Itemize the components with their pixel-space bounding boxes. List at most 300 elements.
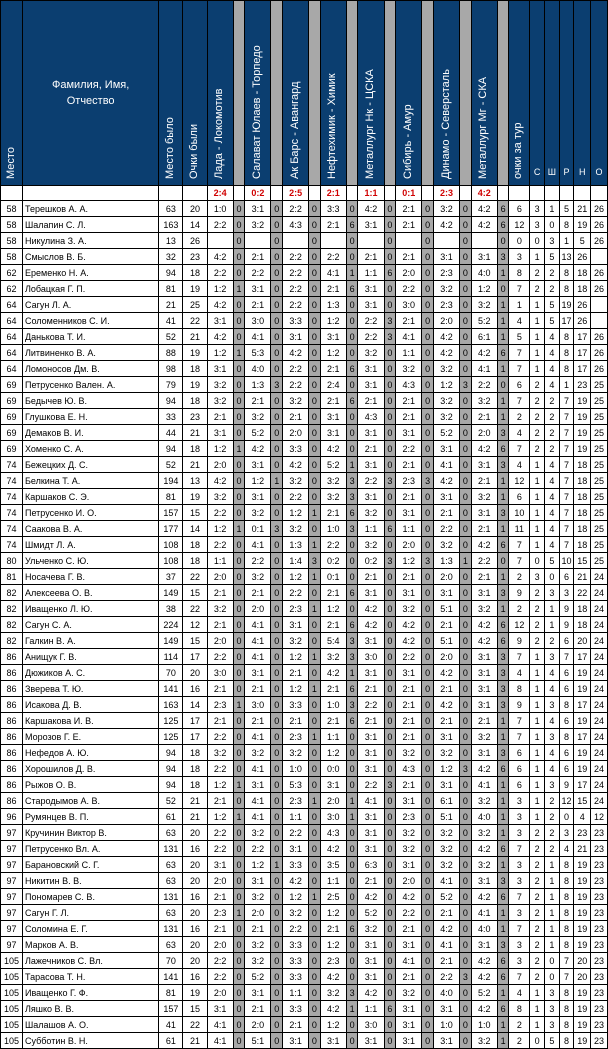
prediction-cell: [358, 233, 384, 249]
points-were-cell: 20: [183, 201, 207, 217]
match-points-cell: 0: [422, 665, 434, 681]
prediction-cell: 3:1: [433, 1033, 459, 1049]
prediction-cell: 2:5: [320, 889, 346, 905]
match-points-cell: 1: [346, 793, 358, 809]
prediction-cell: 2:2: [282, 585, 308, 601]
match-points-cell: 0: [271, 265, 283, 281]
match-points-cell: 0: [271, 457, 283, 473]
match-points-cell: 6: [346, 713, 358, 729]
match-points-cell: 6: [346, 585, 358, 601]
stat-cell: 0: [545, 569, 560, 585]
match-points-cell: 0: [460, 937, 472, 953]
points-were-cell: 15: [183, 505, 207, 521]
match-points-cell: 0: [384, 681, 396, 697]
table-body: [1, 201, 608, 1049]
stat-cell: 4: [574, 809, 591, 825]
match-points-cell: 1: [497, 1033, 509, 1049]
match-points-cell: 0: [233, 265, 245, 281]
prediction-cell: 4:2: [207, 329, 233, 345]
prediction-cell: 2:2: [207, 265, 233, 281]
prediction-cell: 3:2: [282, 745, 308, 761]
stat-cell: [591, 249, 608, 265]
match-points-cell: 0: [233, 745, 245, 761]
place-was-header: Место было: [159, 1, 183, 186]
prediction-cell: 2:1: [471, 569, 497, 585]
prediction-cell: 2:1: [245, 297, 271, 313]
match-points-cell: 0: [384, 601, 396, 617]
name-cell: Шмидт Л. А.: [23, 537, 159, 553]
prediction-cell: 3:1: [320, 1033, 346, 1049]
prediction-cell: 4:1: [245, 649, 271, 665]
stat-cell: 4: [545, 521, 560, 537]
match-points-cell: 0: [309, 873, 321, 889]
place-was-cell: 149: [159, 633, 183, 649]
match-points-cell: 0: [309, 361, 321, 377]
match-points-cell: 0: [271, 809, 283, 825]
prediction-cell: 3:1: [471, 585, 497, 601]
stat-cell: 26: [591, 201, 608, 217]
match-points-cell: 1: [497, 313, 509, 329]
prediction-cell: 3:2: [320, 649, 346, 665]
match-points-cell: 0: [271, 1033, 283, 1049]
name-cell: Соломенников С. И.: [23, 313, 159, 329]
match-points-cell: 3: [497, 697, 509, 713]
stat-cell: 25: [591, 377, 608, 393]
place-cell: 74: [1, 537, 23, 553]
match-points-cell: 0: [346, 953, 358, 969]
stat-cell: 19: [574, 425, 591, 441]
stat-cell: 25: [591, 441, 608, 457]
match-points-cell: 0: [271, 345, 283, 361]
points-were-cell: 20: [183, 665, 207, 681]
match-points-cell: 6: [346, 617, 358, 633]
table-row: [1, 553, 608, 569]
prediction-cell: 2:0: [320, 793, 346, 809]
tour-points-cell: 8: [509, 1001, 530, 1017]
points-were-header: Очки были: [183, 1, 207, 186]
stat-cell: 1: [530, 761, 545, 777]
stat-cell: 4: [545, 361, 560, 377]
prediction-cell: 4:2: [396, 889, 422, 905]
prediction-cell: 3:1: [358, 633, 384, 649]
prediction-cell: 2:2: [282, 249, 308, 265]
prediction-cell: 3:1: [396, 1001, 422, 1017]
match-points-cell: 0: [460, 889, 472, 905]
prediction-cell: 3:1: [358, 841, 384, 857]
match-points-cell: 6: [346, 217, 358, 233]
prediction-cell: 3:1: [471, 873, 497, 889]
table-row: [1, 457, 608, 473]
place-cell: 58: [1, 201, 23, 217]
prediction-cell: 1:0: [282, 761, 308, 777]
prediction-cell: 2:2: [433, 521, 459, 537]
stat-cell: 17: [574, 697, 591, 713]
stat-cell: 24: [591, 649, 608, 665]
prediction-cell: 2:1: [282, 713, 308, 729]
prediction-cell: 4:0: [471, 265, 497, 281]
match-points-cell: 0: [384, 217, 396, 233]
match-points-cell: 0: [309, 633, 321, 649]
match-points-cell: 0: [384, 665, 396, 681]
stat-cell: 20: [574, 953, 591, 969]
match-points-cell: 0: [271, 361, 283, 377]
table-row: [1, 953, 608, 969]
prediction-cell: 3:2: [245, 505, 271, 521]
points-were-cell: 21: [183, 793, 207, 809]
table-row: [1, 249, 608, 265]
match-points-cell: 0: [346, 553, 358, 569]
prediction-cell: 2:1: [433, 713, 459, 729]
stat-cell: 6: [559, 761, 574, 777]
prediction-cell: 5:2: [320, 457, 346, 473]
prediction-cell: 2:2: [471, 377, 497, 393]
match-points-cell: 0: [422, 233, 434, 249]
prediction-cell: 5:2: [358, 905, 384, 921]
prediction-cell: 3:1: [471, 649, 497, 665]
match-points-cell: 0: [346, 873, 358, 889]
prediction-cell: 4:2: [433, 697, 459, 713]
place-was-cell: 177: [159, 521, 183, 537]
match-points-cell: 0: [460, 681, 472, 697]
stat-cell: 1: [545, 601, 560, 617]
prediction-cell: 3:1: [396, 857, 422, 873]
match-header-2: Салават Юлаев - Торпедо: [245, 1, 271, 186]
prediction-cell: 3:2: [207, 393, 233, 409]
prediction-cell: 1:4: [282, 553, 308, 569]
place-cell: 74: [1, 505, 23, 521]
prediction-cell: 3:3: [282, 969, 308, 985]
r-header: Р: [559, 1, 574, 186]
place-was-cell: 108: [159, 537, 183, 553]
stat-cell: 25: [591, 537, 608, 553]
match-points-cell: 0: [309, 697, 321, 713]
stat-cell: 24: [591, 713, 608, 729]
stat-cell: 18: [574, 489, 591, 505]
prediction-cell: 3:2: [433, 393, 459, 409]
prediction-cell: 3:1: [396, 585, 422, 601]
match-points-cell: 0: [384, 249, 396, 265]
match-points-cell: 0: [422, 953, 434, 969]
stat-cell: 2: [530, 969, 545, 985]
prediction-cell: 3:2: [320, 489, 346, 505]
tour-points-cell: 7: [509, 841, 530, 857]
stat-cell: 7: [559, 969, 574, 985]
tour-points-header: очки за тур: [509, 1, 530, 186]
points-were-cell: 21: [183, 457, 207, 473]
prediction-cell: 3:2: [282, 905, 308, 921]
prediction-cell: 3:2: [433, 841, 459, 857]
stat-cell: 2: [530, 441, 545, 457]
prediction-cell: 4:0: [471, 921, 497, 937]
prediction-cell: 2:1: [358, 569, 384, 585]
tour-points-cell: 7: [509, 713, 530, 729]
prediction-cell: [320, 233, 346, 249]
table-row: [1, 937, 608, 953]
stat-cell: 23: [591, 873, 608, 889]
match-points-cell: 0: [422, 521, 434, 537]
prediction-cell: 3:1: [471, 457, 497, 473]
match-points-cell: 0: [309, 473, 321, 489]
stat-cell: 2: [545, 841, 560, 857]
match-points-cell: 3: [460, 969, 472, 985]
prediction-cell: 1:2: [207, 521, 233, 537]
name-cell: Шалапин С. Л.: [23, 217, 159, 233]
stat-cell: 2: [530, 617, 545, 633]
stat-cell: 18: [574, 505, 591, 521]
prediction-cell: 3:5: [320, 857, 346, 873]
match-points-cell: 0: [460, 1017, 472, 1033]
match-points-cell: 0: [233, 489, 245, 505]
match-points-cell: 0: [422, 329, 434, 345]
table-row: [1, 393, 608, 409]
match-points-cell: 1: [497, 713, 509, 729]
stat-cell: 1: [530, 985, 545, 1001]
stat-cell: 18: [574, 521, 591, 537]
prediction-cell: 3:1: [358, 809, 384, 825]
prediction-cell: 3:1: [471, 745, 497, 761]
prediction-cell: 3:1: [358, 825, 384, 841]
stat-cell: 1: [530, 777, 545, 793]
match-points-cell: 0: [422, 873, 434, 889]
stat-cell: 2: [530, 601, 545, 617]
stat-cell: 17: [574, 729, 591, 745]
prediction-cell: 4:3: [282, 217, 308, 233]
match-points-cell: 1: [497, 329, 509, 345]
prediction-cell: 2:2: [207, 505, 233, 521]
place-cell: 58: [1, 233, 23, 249]
match-points-cell: 1: [233, 281, 245, 297]
prediction-cell: 2:1: [396, 777, 422, 793]
stat-cell: 1: [545, 889, 560, 905]
stat-cell: 17: [574, 345, 591, 361]
table-row: [1, 873, 608, 889]
stat-cell: 19: [574, 745, 591, 761]
match-points-cell: 0: [422, 777, 434, 793]
match-points-cell: 0: [422, 585, 434, 601]
table-row: [1, 681, 608, 697]
prediction-cell: 3:1: [433, 729, 459, 745]
name-cell: Алексеева О. В.: [23, 585, 159, 601]
prediction-cell: 3:1: [358, 761, 384, 777]
prediction-cell: 2:0: [282, 425, 308, 441]
match-points-cell: 0: [233, 969, 245, 985]
match-points-cell: 0: [422, 313, 434, 329]
stat-cell: 5: [545, 297, 560, 313]
stat-cell: 19: [574, 761, 591, 777]
match-points-cell: 0: [233, 1001, 245, 1017]
place-was-cell: 94: [159, 777, 183, 793]
place-cell: 82: [1, 601, 23, 617]
stat-cell: 26: [591, 345, 608, 361]
prediction-cell: 4:1: [245, 793, 271, 809]
table-row: [1, 329, 608, 345]
stat-cell: 19: [574, 681, 591, 697]
name-cell: Румянцев В. П.: [23, 809, 159, 825]
points-were-cell: 18: [183, 777, 207, 793]
points-were-cell: 22: [183, 1017, 207, 1033]
prediction-cell: 2:2: [282, 281, 308, 297]
name-cell: Субботин В. Н.: [23, 1033, 159, 1049]
header-row: [1, 1, 608, 186]
tour-points-cell: 1: [509, 297, 530, 313]
name-cell: Смыслов В. Б.: [23, 249, 159, 265]
prediction-cell: [433, 233, 459, 249]
match-points-cell: 0: [233, 729, 245, 745]
prediction-cell: 4:2: [471, 201, 497, 217]
tour-points-cell: 10: [509, 505, 530, 521]
place-cell: 64: [1, 361, 23, 377]
prediction-cell: 3:2: [282, 473, 308, 489]
prediction-cell: 3:3: [282, 313, 308, 329]
stat-cell: 8: [559, 265, 574, 281]
stat-cell: 5: [545, 313, 560, 329]
match-points-cell: 0: [309, 345, 321, 361]
match-points-cell: 0: [422, 809, 434, 825]
tour-points-cell: 11: [509, 521, 530, 537]
prediction-cell: 4:2: [320, 665, 346, 681]
prediction-cell: 3:3: [282, 1001, 308, 1017]
prediction-cell: 2:2: [207, 761, 233, 777]
stat-cell: 4: [545, 745, 560, 761]
match-points-cell: 6: [497, 841, 509, 857]
name-cell: Нефедов А. Ю.: [23, 745, 159, 761]
table-row: [1, 377, 608, 393]
match-points-cell: 0: [460, 873, 472, 889]
stat-cell: 23: [591, 889, 608, 905]
prediction-cell: 4:1: [245, 329, 271, 345]
match-points-cell: 0: [233, 377, 245, 393]
stat-cell: 7: [559, 473, 574, 489]
stat-cell: 1: [530, 697, 545, 713]
match-points-cell: 1: [233, 521, 245, 537]
prediction-cell: 2:0: [207, 873, 233, 889]
match-points-cell: 0: [422, 937, 434, 953]
match-points-cell: 0: [384, 393, 396, 409]
prediction-cell: 3:2: [207, 745, 233, 761]
prediction-cell: 4:2: [207, 473, 233, 489]
name-cell: Литвиненко В. А.: [23, 345, 159, 361]
match-points-cell: 3: [346, 985, 358, 1001]
prediction-cell: 4:0: [471, 809, 497, 825]
stat-cell: 25: [591, 425, 608, 441]
prediction-cell: 4:2: [282, 457, 308, 473]
match-points-cell: 0: [422, 697, 434, 713]
stat-cell: 8: [559, 1033, 574, 1049]
match-points-cell: 0: [384, 873, 396, 889]
match-points-cell: 0: [384, 409, 396, 425]
match-points-cell: 1: [271, 473, 283, 489]
tour-points-cell: 3: [509, 905, 530, 921]
match-points-cell: 0: [384, 745, 396, 761]
prediction-cell: 2:2: [358, 313, 384, 329]
name-cell: Дюжиков А. С.: [23, 665, 159, 681]
prediction-cell: 4:2: [358, 889, 384, 905]
tour-points-cell: 9: [509, 585, 530, 601]
prediction-cell: 0:1: [320, 569, 346, 585]
stat-cell: 8: [559, 857, 574, 873]
place-was-cell: 94: [159, 745, 183, 761]
stat-cell: 8: [559, 889, 574, 905]
match-points-cell: 1: [497, 297, 509, 313]
stat-cell: 1: [530, 1001, 545, 1017]
stat-cell: 23: [591, 841, 608, 857]
place-cell: 58: [1, 217, 23, 233]
prediction-cell: 3:1: [433, 1001, 459, 1017]
match-points-cell: 0: [346, 537, 358, 553]
match-points-cell: 3: [497, 457, 509, 473]
prediction-cell: 3:1: [358, 281, 384, 297]
prediction-cell: 6:1: [471, 329, 497, 345]
match-points-cell: 1: [346, 809, 358, 825]
table-row: [1, 569, 608, 585]
prediction-cell: 3:1: [358, 665, 384, 681]
match-points-cell: 0: [460, 265, 472, 281]
match-points-cell: 0: [271, 793, 283, 809]
match-points-cell: 0: [271, 825, 283, 841]
prediction-cell: 2:0: [396, 873, 422, 889]
points-were-cell: 22: [183, 569, 207, 585]
match-points-cell: 0: [422, 1033, 434, 1049]
prediction-cell: 2:2: [358, 473, 384, 489]
place-was-cell: 108: [159, 553, 183, 569]
prediction-cell: 3:0: [358, 649, 384, 665]
match-points-cell: 0: [460, 921, 472, 937]
stat-cell: 2: [530, 409, 545, 425]
prediction-cell: 3:2: [396, 361, 422, 377]
stat-cell: 19: [574, 921, 591, 937]
place-cell: 74: [1, 521, 23, 537]
stat-cell: 1: [530, 345, 545, 361]
stat-cell: 5: [545, 1033, 560, 1049]
tour-points-cell: 2: [509, 1033, 530, 1049]
place-cell: 69: [1, 441, 23, 457]
match-points-cell: 1: [309, 569, 321, 585]
tour-points-cell: 2: [509, 569, 530, 585]
match-points-cell: 0: [384, 969, 396, 985]
name-cell: Глушкова Е. Н.: [23, 409, 159, 425]
name-cell: Петрусенко Вален. А.: [23, 377, 159, 393]
prediction-cell: 5:1: [245, 1033, 271, 1049]
stat-cell: 17: [574, 649, 591, 665]
stat-cell: 2: [545, 265, 560, 281]
stat-cell: 4: [559, 841, 574, 857]
prediction-cell: 2:1: [396, 409, 422, 425]
match-points-cell: 6: [497, 441, 509, 457]
tour-points-cell: 7: [509, 345, 530, 361]
stat-cell: 23: [574, 825, 591, 841]
prediction-cell: 4:1: [433, 457, 459, 473]
prediction-cell: 4:2: [471, 969, 497, 985]
prediction-cell: 1:2: [207, 809, 233, 825]
match-points-cell: 0: [233, 793, 245, 809]
table-row: [1, 1033, 608, 1049]
stat-cell: 15: [574, 553, 591, 569]
stat-cell: 23: [591, 825, 608, 841]
match-points-cell: 0: [460, 793, 472, 809]
tour-points-cell: 3: [509, 825, 530, 841]
prediction-cell: 1:2: [320, 1017, 346, 1033]
stat-cell: 2: [530, 857, 545, 873]
match-points-cell: 0: [422, 969, 434, 985]
stat-cell: 19: [574, 889, 591, 905]
match-header-1: Лада - Локомотив: [207, 1, 233, 186]
match-points-cell: 0: [460, 217, 472, 233]
match-points-cell: 0: [346, 409, 358, 425]
prediction-cell: 3:2: [471, 825, 497, 841]
prediction-cell: 1:2: [396, 553, 422, 569]
prediction-cell: 1:1: [358, 265, 384, 281]
stat-cell: 24: [591, 681, 608, 697]
